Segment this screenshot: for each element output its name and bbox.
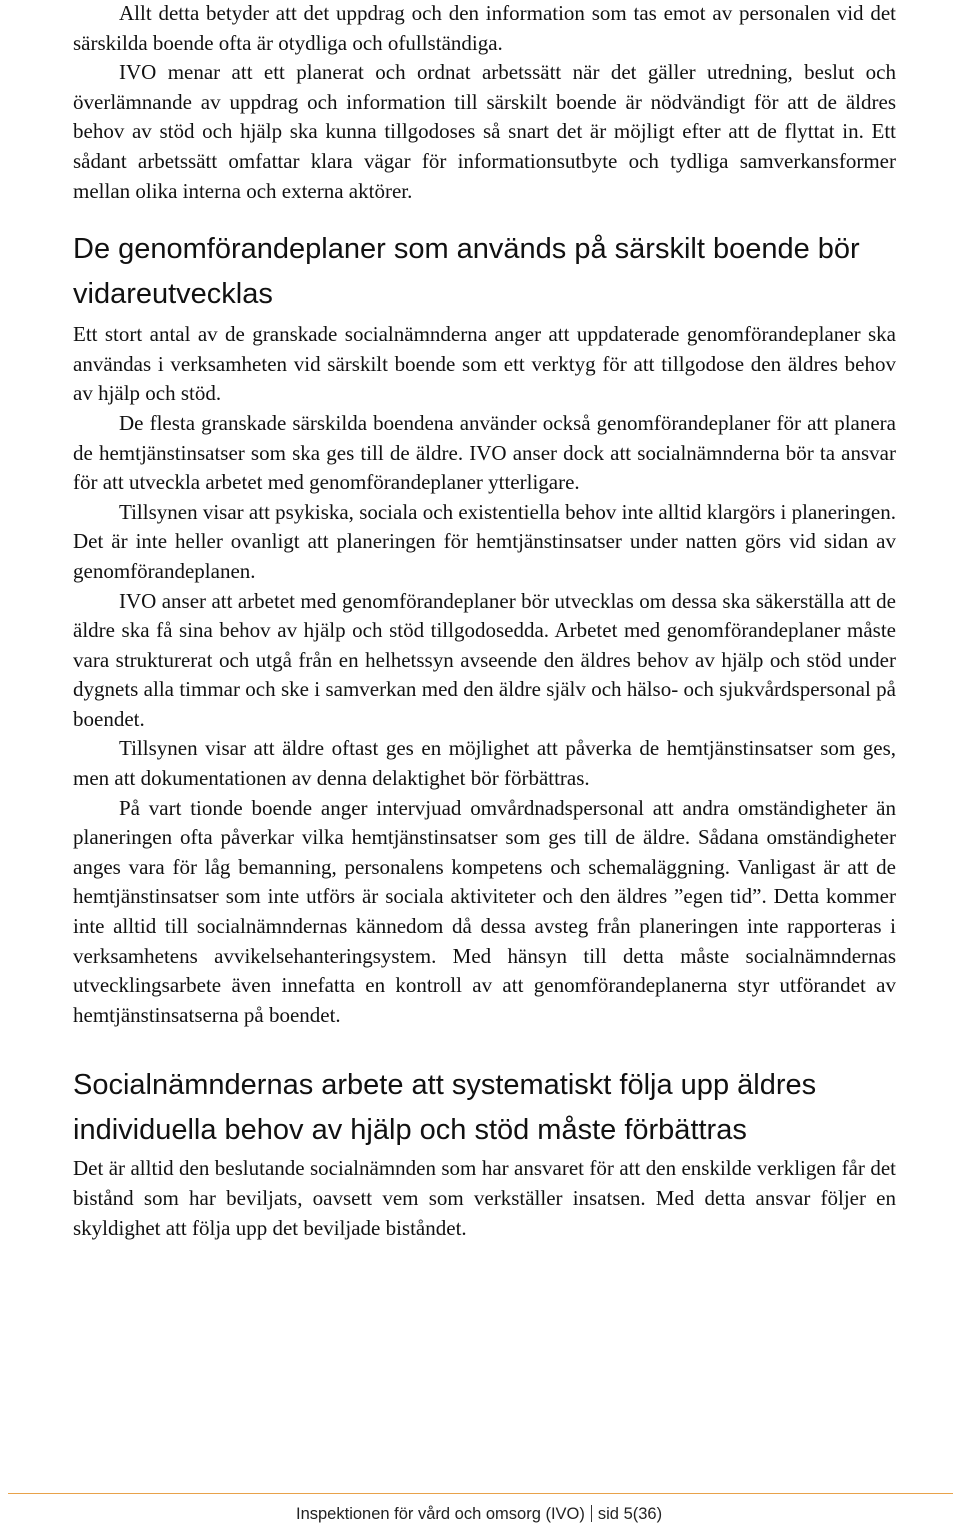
section-heading: De genomförandeplaner som används på särskilt boende bör vidareutvecklas <box>73 233 860 311</box>
body-paragraph: Det är alltid den beslutande socialnämnden som har ansvaret för att den enskilde verkligen får det bistånd som har beviljats, oavsett vem som verkställer insatsen. Med detta ansvar följer en skyldighet att följa upp det beviljade biståndet. <box>73 1156 896 1240</box>
body-paragraph: IVO menar att ett planerat och ordnat arbetssätt när det gäller utredning, beslut och överlämnande av uppdrag och information till särskilt boende är nödvändigt för att de äldres behov av stöd och hjälp ska kunna tillgodoses så snart det är möjligt efter att de flyttat in. Ett sådant arbetssätt omfattar klara vägar för informationsutbyte och tydliga samverkansformer mellan olika interna och externa aktörer. <box>73 60 896 203</box>
page-footer <box>296 1503 662 1525</box>
body-paragraph: Allt detta betyder att det uppdrag och den information som tas emot av personalen vid det särskilda boende ofta är otydliga och ofullständiga. <box>73 1 896 55</box>
section-heading: Socialnämndernas arbete att systematiskt följa upp äldres individuella behov av hjälp och stöd måste förbättras <box>73 1069 817 1147</box>
footer-publisher: Inspektionen för vård och omsorg (IVO) <box>296 1505 585 1523</box>
footer-rule <box>8 1493 953 1494</box>
body-paragraph: Tillsynen visar att äldre oftast ges en möjlighet att påverka de hemtjänstinsatser som ges, men att dokumentationen av denna delaktighet bör förbättras. <box>73 736 896 791</box>
body-paragraph: Ett stort antal av de granskade socialnämnderna anger att uppdaterade genomförandeplaner ska användas i verksamheten vid särskilt boende som ett verktyg för att tillgodose den äldres behov av hjälp och stöd. <box>73 322 896 406</box>
body-paragraph: De flesta granskade särskilda boendena använder också genomförandeplaner för att planera de hemtjänstinsatser som ska ges till de äldre. IVO anser dock att socialnämnderna bör ta ansvar för att utveckla arbetet med genomförandeplaner ytterligare. <box>73 410 896 495</box>
document-page <box>73 0 896 1243</box>
footer-page-number: sid 5(36) <box>597 1505 663 1523</box>
body-paragraph: På vart tionde boende anger intervjuad omvårdnadspersonal att andra omständigheter än planeringen ofta påverkar vilka hemtjänstinsatser som ges till de äldre. Sådana omständigheter anges vara för låg bemanning, personalens kompetens och schemaläggning. Vanligast är att de hemtjänstinsatser som inte utförs är sociala aktiviteter och den äldres ”egen tid”. Detta kommer inte alltid till socialnämndernas kännedom då dessa avsteg från planeringen inte rapporteras i verksamhetens avvikelsehanteringsystem. Med hänsyn till detta måste socialnämndernas utvecklingsarbete även innefatta en kontroll av att genomförandeplanerna styr utförandet av hemtjänstinsatserna på boendet. <box>73 795 896 1027</box>
footer-separator <box>591 1505 592 1522</box>
body-paragraph: Tillsynen visar att psykiska, sociala och existentiella behov inte alltid klargörs i planeringen. Det är inte heller ovanligt att planeringen för hemtjänstinsatser under natten görs vid sidan av genomförandeplanen. <box>73 499 896 583</box>
body-paragraph: IVO anser att arbetet med genomförandeplaner bör utvecklas om dessa ska säkerställa att de äldre ska få sina behov av hjälp och stöd tillgodosedda. Arbetet med genomförandeplaner måste vara strukturerat och utgå från en helhetssyn avseende den äldres behov av hjälp och stöd under dygnets alla timmar och ske i samverkan med den äldre själv och hälso- och sjukvårdspersonal på boendet. <box>73 588 896 731</box>
